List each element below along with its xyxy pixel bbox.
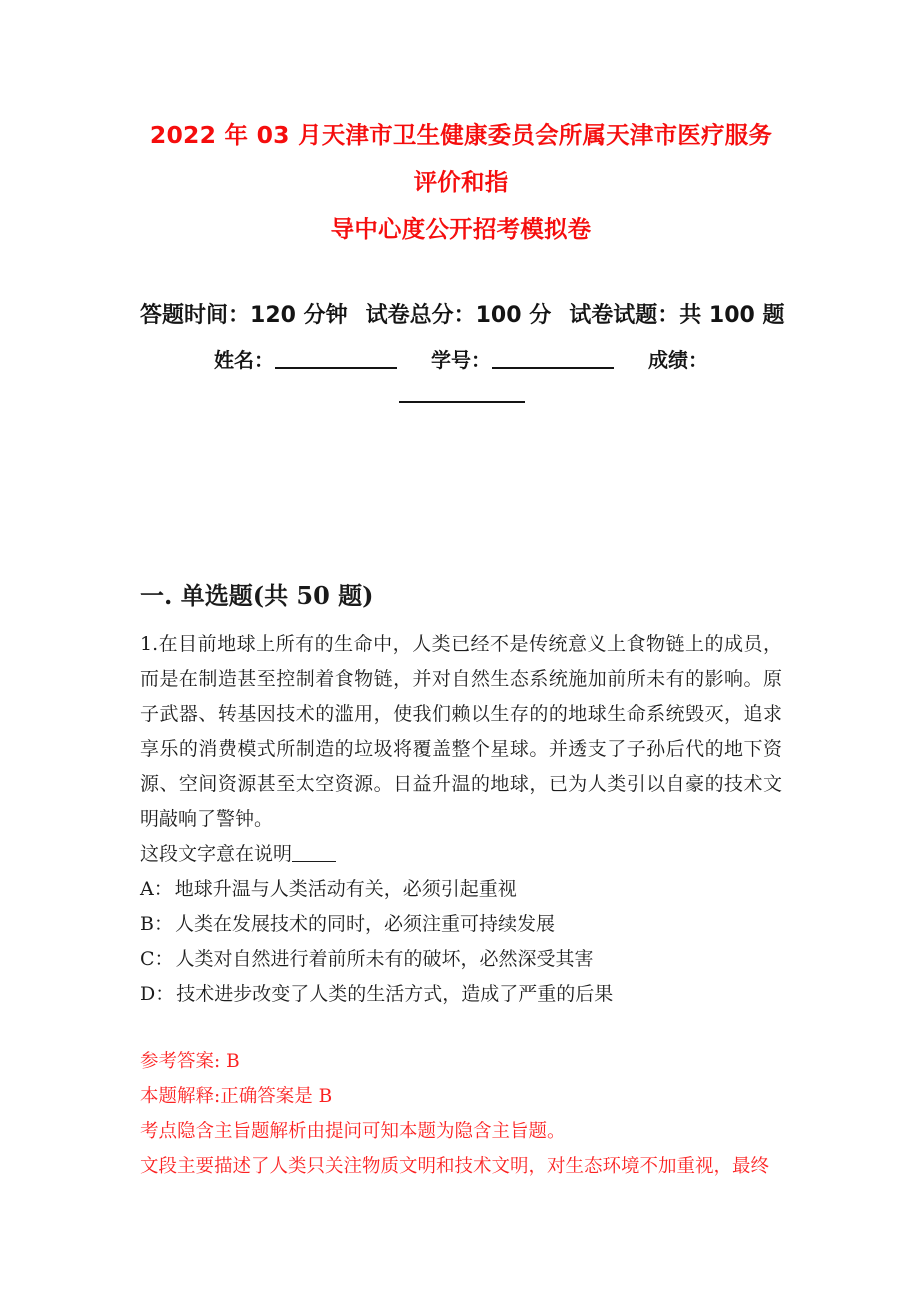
explanation-point: 考点隐含主旨题解析由提问可知本题为隐含主旨题。 bbox=[140, 1121, 566, 1142]
option-a[interactable] bbox=[140, 872, 782, 907]
question-text: 在目前地球上所有的生命中，人类已经不是传统意义上食物链上的成员，而是在制造甚至控制着食物链，并对自然生态系统施加前所未有的影响。原子武器、转基因技术的滥用，使我们赖以生存的的地球生命系统毁灭，追求享乐的消费模式所制造的垃圾将覆盖整个星球。并透支了子孙后代的地下资源、空间资源甚至太空资源。日益升温的地球，已为人类引以自豪的技术文明敲响了警钟。 bbox=[140, 633, 782, 830]
option-a-letter: A： bbox=[140, 878, 173, 900]
option-b-letter: B： bbox=[140, 913, 173, 935]
question-prompt-text: 这段文字意在说明 bbox=[140, 843, 293, 865]
student-id-input-blank[interactable] bbox=[492, 353, 614, 369]
page-title bbox=[140, 0, 782, 253]
answer-explanation-block bbox=[140, 1012, 782, 1184]
option-c-letter: C： bbox=[140, 948, 174, 970]
score-input-blank[interactable] bbox=[399, 387, 525, 403]
option-list bbox=[140, 872, 782, 1012]
score-input-blank-row bbox=[140, 377, 782, 411]
page-title-line-1: 2022 年 03 月天津市卫生健康委员会所属天津市医疗服务评价和指 bbox=[149, 121, 773, 196]
explanation-title: 本题解释:正确答案是 B bbox=[140, 1086, 333, 1107]
page-title-line-2: 导中心度公开招考模拟卷 bbox=[330, 215, 592, 243]
identity-fields-row bbox=[140, 333, 782, 377]
name-label: 姓名： bbox=[214, 348, 274, 372]
question-prompt bbox=[140, 837, 782, 872]
question-body bbox=[140, 627, 782, 837]
duration-value: 120 分钟 bbox=[250, 303, 348, 328]
option-a-text: 地球升温与人类活动有关，必须引起重视 bbox=[174, 878, 517, 900]
section-heading: 一. 单选题(共 50 题) bbox=[140, 581, 374, 610]
question-number: 1. bbox=[140, 633, 159, 655]
score-label: 成绩： bbox=[648, 348, 708, 372]
exam-meta-line bbox=[140, 253, 785, 333]
option-b-text: 人类在发展技术的同时，必须注重可持续发展 bbox=[174, 913, 555, 935]
duration-label: 答题时间： bbox=[140, 303, 251, 328]
question-count-label: 试卷试题： bbox=[569, 303, 680, 328]
option-b[interactable] bbox=[140, 907, 782, 942]
page-content bbox=[140, 0, 785, 1184]
reference-answer: 参考答案: B bbox=[140, 1051, 240, 1072]
answer-blank[interactable] bbox=[292, 846, 336, 862]
option-d-letter: D： bbox=[140, 983, 175, 1005]
option-d[interactable] bbox=[140, 977, 782, 1012]
total-score-label: 试卷总分： bbox=[365, 303, 476, 328]
option-c-text: 人类对自然进行着前所未有的破坏，必然深受其害 bbox=[175, 948, 594, 970]
option-d-text: 技术进步改变了人类的生活方式，造成了严重的后果 bbox=[176, 983, 614, 1005]
question-count-value: 共 100 题 bbox=[679, 303, 785, 328]
name-input-blank[interactable] bbox=[275, 353, 397, 369]
question-item bbox=[140, 613, 782, 1012]
student-id-label: 学号： bbox=[431, 348, 491, 372]
explanation-body: 文段主要描述了人类只关注物质文明和技术文明，对生态环境不加重视，最终 bbox=[140, 1156, 770, 1177]
option-c[interactable] bbox=[140, 942, 782, 977]
total-score-value: 100 分 bbox=[475, 303, 552, 328]
